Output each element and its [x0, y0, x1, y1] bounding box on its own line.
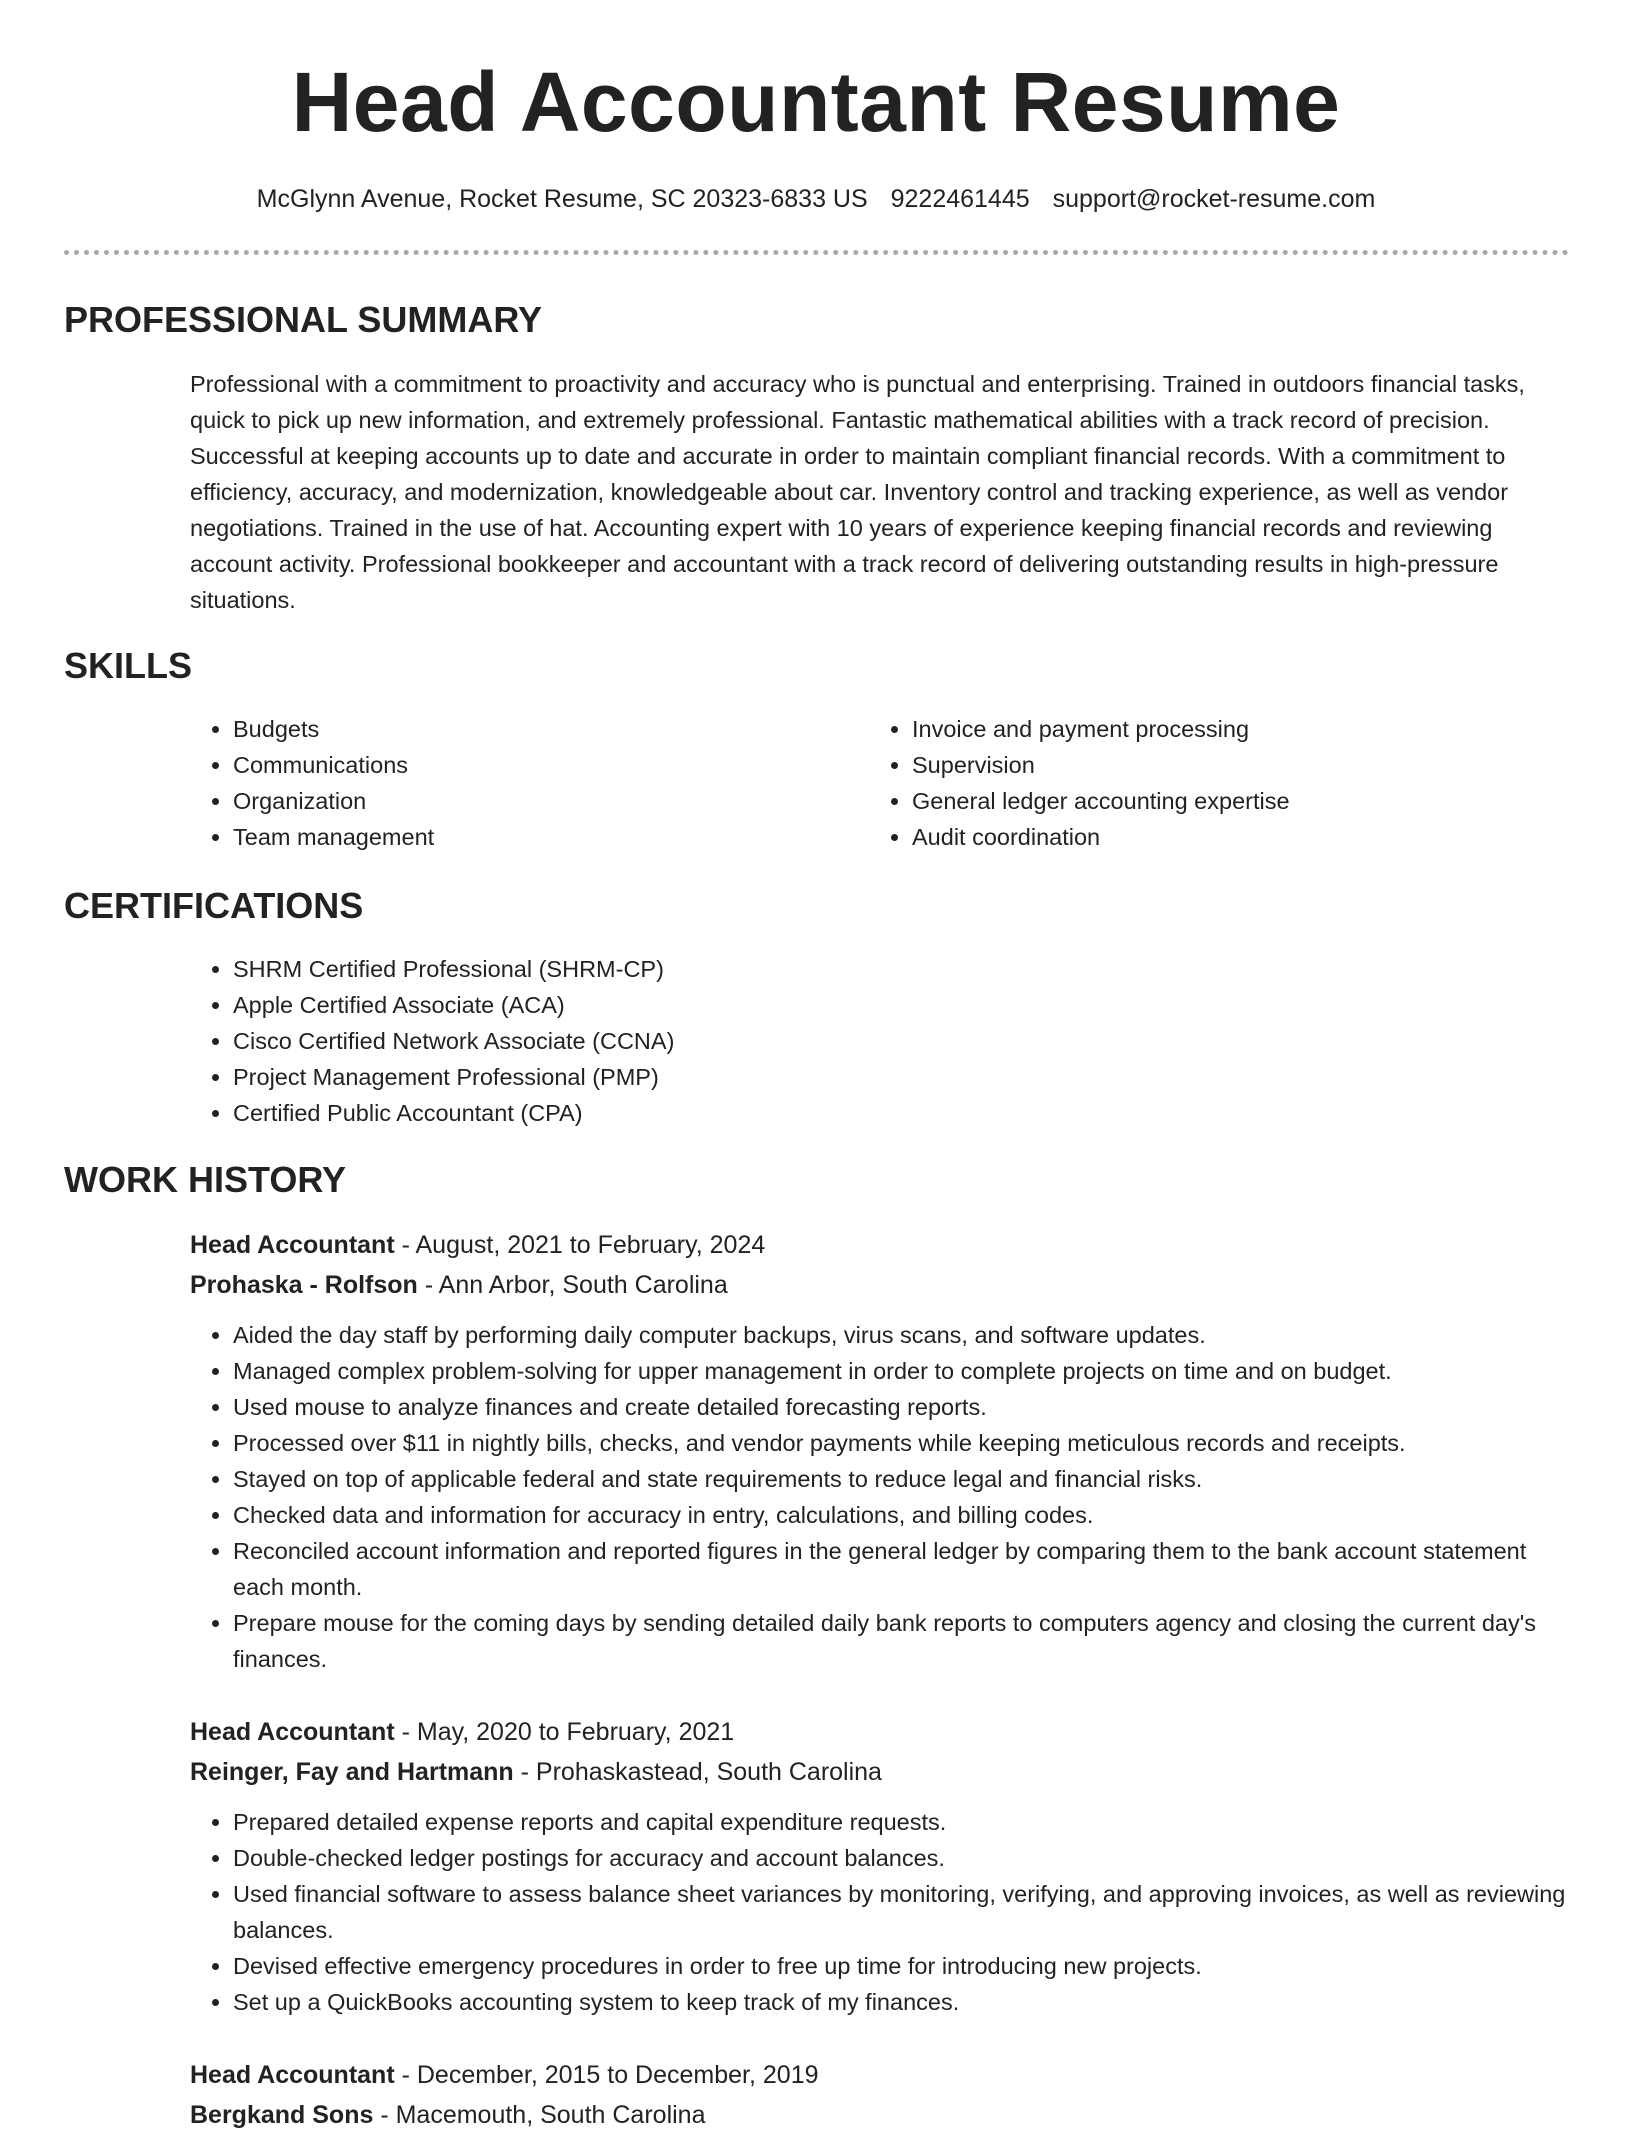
job-entry [190, 2055, 1570, 2135]
job-dates: - May, 2020 to February, 2021 [394, 1718, 735, 1746]
job-company-line [190, 1265, 1570, 1305]
job-duty-item: • Managed complex problem-solving for upper management in order to complete projects on time and on budget. [233, 1353, 1570, 1389]
certification-item: • Cisco Certified Network Associate (CCNA) [233, 1023, 1190, 1059]
job-company: Reinger, Fay and Hartmann [190, 1758, 514, 1786]
job-company-line [190, 1752, 1570, 1792]
job-duty-item: • Used financial software to assess balance sheet variances by monitoring, verifying, and approving invoices, as well as reviewing balances. [233, 1876, 1570, 1948]
contact-phone: 9222461445 [890, 185, 1030, 213]
certifications-block [190, 951, 1190, 1131]
header-divider [64, 250, 1569, 255]
job-location: - Prohaskastead, South Carolina [513, 1758, 882, 1786]
job-company: Bergkand Sons [190, 2101, 374, 2129]
job-duty-item: • Reconciled account information and reported figures in the general ledger by comparing them to the bank account statement each month. [233, 1533, 1570, 1605]
skills-column-right [869, 711, 1509, 855]
skill-item: • Team management [233, 819, 830, 855]
job-duty-item: • Prepared detailed expense reports and capital expenditure requests. [233, 1804, 1570, 1840]
job-entry [190, 1712, 1570, 2020]
job-duty-item: • Checked data and information for accuracy in entry, calculations, and billing codes. [233, 1497, 1570, 1533]
skill-item: • Communications [233, 747, 830, 783]
job-duty-item: • Devised effective emergency procedures in order to free up time for introducing new projects. [233, 1948, 1570, 1984]
job-duties-list [190, 1804, 1570, 2020]
skills-heading: SKILLS [64, 645, 193, 686]
summary-text: Professional with a commitment to proactivity and accuracy who is punctual and enterprising. Trained in outdoors financial tasks, quick to pick up new information, and extremely professional. Fantastic mathematical abilities with a track record of precision. Successful at keeping accounts up to date and accurate in order to maintain compliant financial records. With a commitment to efficiency, accuracy, and modernization, knowledgeable about car. Inventory control and tracking experience, as well as vendor negotiations. Trained in the use of hat. Accounting expert with 10 years of experience keeping financial records and reviewing account activity. Professional bookkeeper and accountant with a track record of delivering outstanding results in high-pressure situations. [190, 371, 1525, 613]
skill-item: • Audit coordination [912, 819, 1509, 855]
job-duty-item: • Aided the day staff by performing daily computer backups, virus scans, and software updates. [233, 1317, 1570, 1353]
job-title-line [190, 2055, 1570, 2095]
job-duty-item: • Processed over $11 in nightly bills, checks, and vendor payments while keeping meticulous records and receipts. [233, 1425, 1570, 1461]
work-history-heading: WORK HISTORY [64, 1159, 347, 1200]
job-location: - Macemouth, South Carolina [373, 2101, 706, 2129]
certification-item: • Certified Public Accountant (CPA) [233, 1095, 1190, 1131]
job-duty-item: • Prepare mouse for the coming days by sending detailed daily bank reports to computers agency and closing the current day's finances. [233, 1605, 1570, 1677]
certification-item: • SHRM Certified Professional (SHRM-CP) [233, 951, 1190, 987]
job-company-line [190, 2095, 1570, 2135]
skill-item: • Supervision [912, 747, 1509, 783]
contact-line [0, 182, 1632, 216]
job-title: Head Accountant [190, 1718, 395, 1746]
job-duty-item: • Used mouse to analyze finances and create detailed forecasting reports. [233, 1389, 1570, 1425]
job-company: Prohaska - Rolfson [190, 1271, 418, 1299]
skills-column-left [190, 711, 830, 855]
job-duty-item: • Stayed on top of applicable federal and state requirements to reduce legal and financial risks. [233, 1461, 1570, 1497]
job-title: Head Accountant [190, 1231, 395, 1259]
job-duty-item: • Double-checked ledger postings for accuracy and account balances. [233, 1840, 1570, 1876]
contact-address: McGlynn Avenue, Rocket Resume, SC 20323-6833 US [256, 185, 868, 213]
job-entry [190, 1225, 1570, 1677]
contact-email[interactable]: support@rocket-resume.com [1052, 185, 1376, 213]
job-dates: - December, 2015 to December, 2019 [394, 2061, 819, 2089]
skill-item: • General ledger accounting expertise [912, 783, 1509, 819]
resume-title: Head Accountant Resume [291, 55, 1341, 149]
certifications-list [190, 951, 1190, 1131]
certification-item: • Apple Certified Associate (ACA) [233, 987, 1190, 1023]
job-dates: - August, 2021 to February, 2024 [394, 1231, 766, 1259]
summary-heading: PROFESSIONAL SUMMARY [64, 299, 543, 340]
job-title-line [190, 1712, 1570, 1752]
certifications-heading: CERTIFICATIONS [64, 885, 364, 926]
certification-item: • Project Management Professional (PMP) [233, 1059, 1190, 1095]
job-location: - Ann Arbor, South Carolina [417, 1271, 728, 1299]
skills-list-left [190, 711, 830, 855]
skill-item: • Budgets [233, 711, 830, 747]
job-duty-item: • Set up a QuickBooks accounting system to keep track of my finances. [233, 1984, 1570, 2020]
job-title: Head Accountant [190, 2061, 395, 2089]
skill-item: • Organization [233, 783, 830, 819]
job-title-line [190, 1225, 1570, 1265]
job-duties-list [190, 1317, 1570, 1677]
skill-item: • Invoice and payment processing [912, 711, 1509, 747]
skills-list-right [869, 711, 1509, 855]
